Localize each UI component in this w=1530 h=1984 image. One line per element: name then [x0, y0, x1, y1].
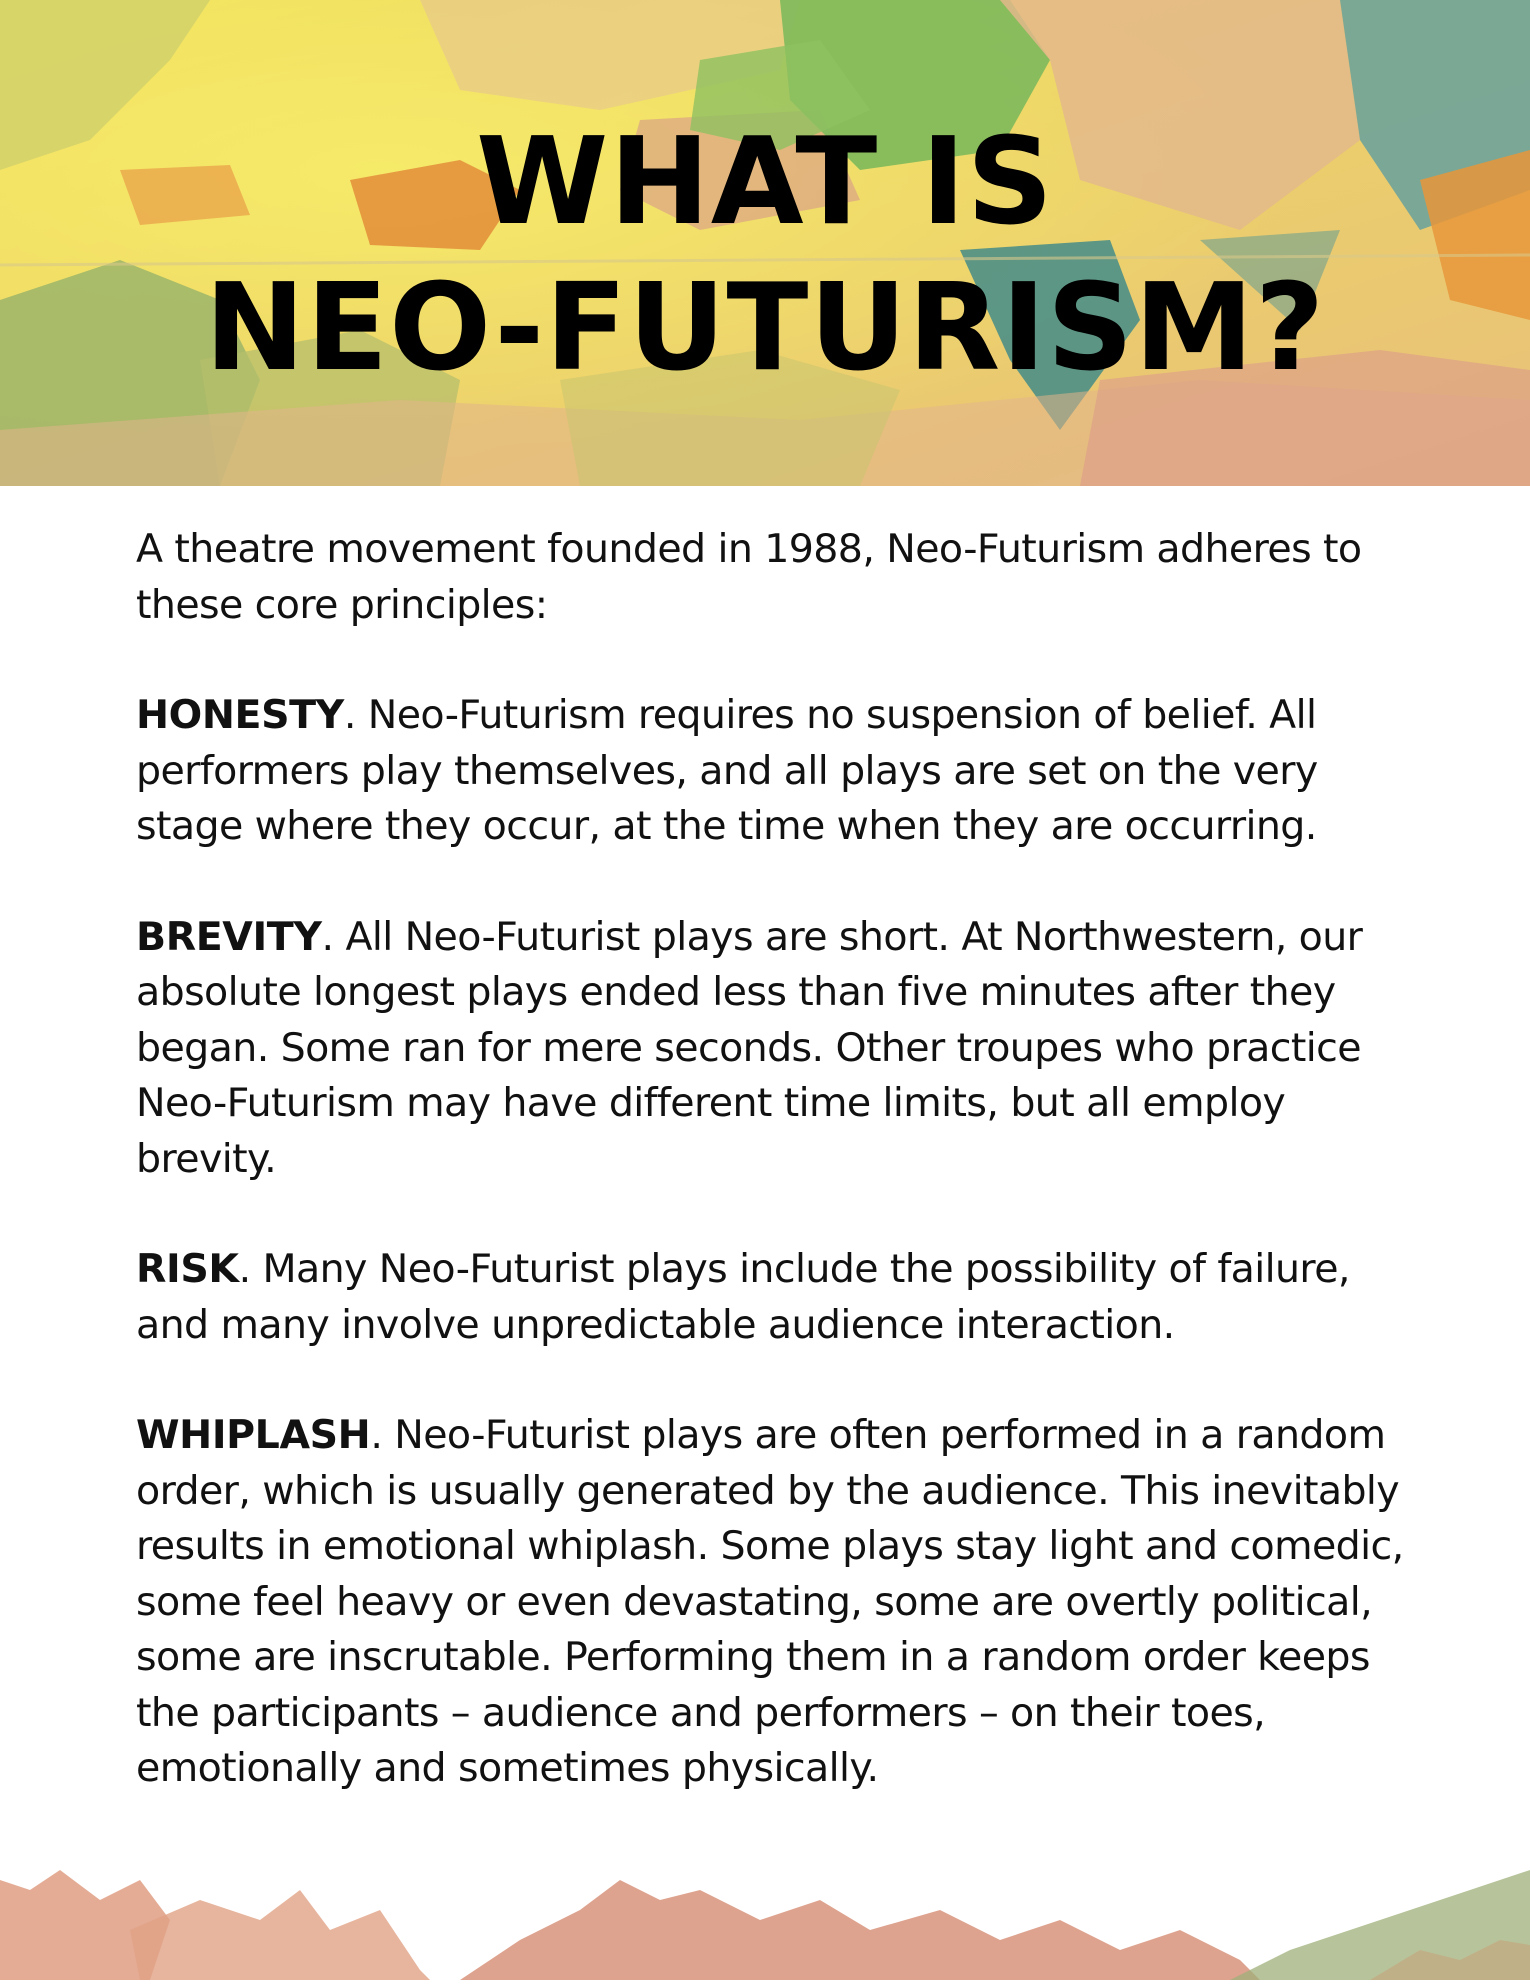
principle-honesty — [136, 688, 1426, 855]
footer-watercolor-shapes — [0, 1860, 1530, 1980]
principle-term: WHIPLASH — [136, 1412, 371, 1458]
watercolor-footer — [0, 1860, 1530, 1980]
principle-risk — [136, 1242, 1426, 1353]
title-line-2: NEO-FUTURISM? — [204, 259, 1326, 398]
body-text — [136, 522, 1426, 1852]
intro-paragraph: A theatre movement founded in 1988, Neo-Futurism adheres to these core principles: — [136, 526, 1362, 628]
principle-term: HONESTY — [136, 692, 344, 738]
principle-term: RISK — [136, 1246, 239, 1292]
page-title — [0, 110, 1530, 402]
principle-description: . Many Neo-Futurist plays include the possibility of failure, and many involve unpredictable audience interaction. — [136, 1246, 1350, 1348]
principle-term: BREVITY — [136, 913, 322, 960]
principle-description: . All Neo-Futurist plays are short. At Northwestern, our absolute longest plays ended less than five minutes after they began. Some ran for mere seconds. Other troupes who practice Neo-Futurism may have different time limits, but all employ brevity. — [136, 913, 1363, 1182]
principle-whiplash — [136, 1408, 1426, 1797]
principle-description: . Neo-Futurism requires no suspension of belief. All performers play themselves, and all plays are set on the very stage where they occur, at the time when they are occurring. — [136, 692, 1318, 849]
watercolor-header — [0, 0, 1530, 486]
principle-description: . Neo-Futurist plays are often performed in a random order, which is usually generated by the audience. This inevitably results in emotional whiplash. Some plays stay light and comedic, some feel heavy or even devastating, some are overtly political, some are inscrutable. Performing them in a random order keeps the participants – audience and performers – on their toes, emotionally and sometimes physically. — [136, 1412, 1404, 1791]
principle-brevity — [136, 910, 1426, 1188]
title-line-1: WHAT IS — [475, 113, 1055, 252]
